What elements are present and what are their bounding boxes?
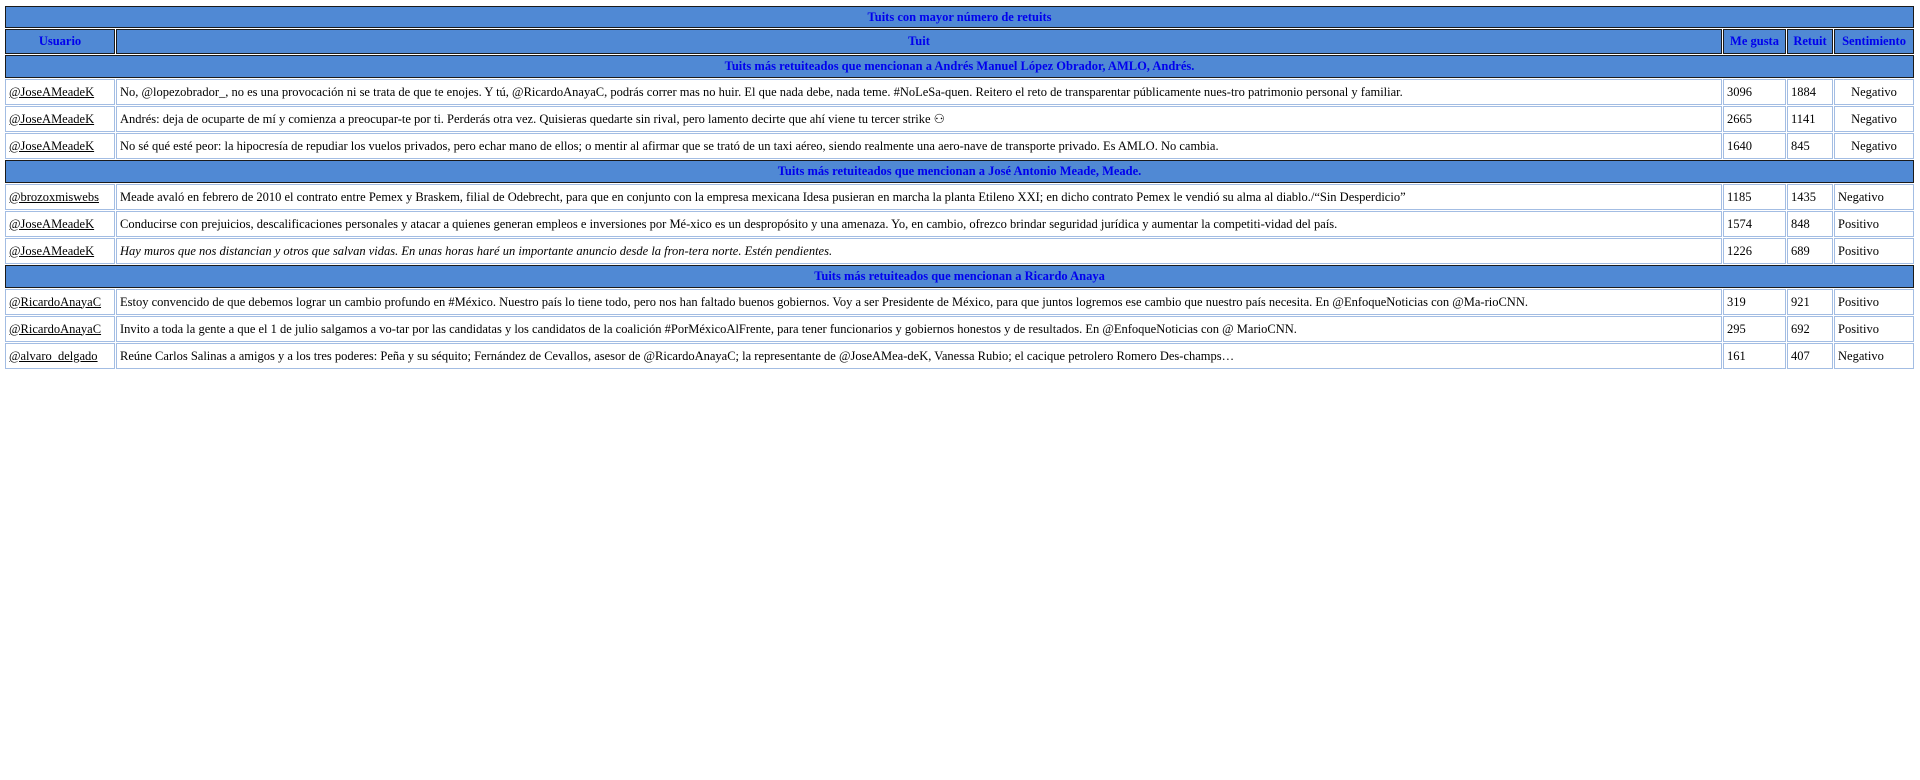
section-heading: Tuits más retuiteados que mencionan a José Antonio Meade, Meade.	[5, 160, 1914, 183]
sentiment-cell: Negativo	[1834, 79, 1914, 105]
user-handle-link[interactable]: @RicardoAnayaC	[9, 321, 102, 336]
likes-cell: 1226	[1723, 238, 1786, 264]
table-row	[5, 316, 1914, 342]
user-cell	[5, 343, 115, 369]
column-header-likes: Me gusta	[1723, 29, 1786, 54]
likes-cell: 1640	[1723, 133, 1786, 159]
user-cell	[5, 211, 115, 237]
tweet-text-cell: Reúne Carlos Salinas a amigos y a los tres poderes: Peña y su séquito; Fernández de Cevallos, asesor de @RicardoAnayaC; la representante de @JoseAMea-deK, Vanessa Rubio; el cacique petrolero Romero Des-champs…	[116, 343, 1722, 369]
likes-cell: 3096	[1723, 79, 1786, 105]
sentiment-cell: Negativo	[1834, 343, 1914, 369]
section-heading: Tuits más retuiteados que mencionan a Andrés Manuel López Obrador, AMLO, Andrés.	[5, 55, 1914, 78]
section-header-row	[5, 265, 1914, 288]
sentiment-cell: Positivo	[1834, 238, 1914, 264]
tweet-text-cell: Andrés: deja de ocuparte de mí y comienza a preocupar-te por ti. Perderás otra vez. Quisieras quedarte sin rival, pero lamento decirte que ahí viene tu tercer strike ⚇	[116, 106, 1722, 132]
section-header-row	[5, 55, 1914, 78]
user-handle-link[interactable]: @JoseAMeadeK	[9, 216, 95, 231]
sentiment-cell: Negativo	[1834, 106, 1914, 132]
likes-cell: 1574	[1723, 211, 1786, 237]
column-header-sentiment: Sentimiento	[1834, 29, 1914, 54]
tweet-text-cell: Meade avaló en febrero de 2010 el contrato entre Pemex y Braskem, filial de Odebrecht, para que en conjunto con la empresa mexicana Idesa pusieran en marcha la planta Etileno XXI; en dicho contrato Pemex le vendió su alma al diablo./“Sin Desperdicio”	[116, 184, 1722, 210]
user-cell	[5, 184, 115, 210]
user-cell	[5, 106, 115, 132]
column-header-tweet: Tuit	[116, 29, 1722, 54]
tweets-table-container	[4, 5, 1915, 370]
table-row	[5, 238, 1914, 264]
likes-cell: 2665	[1723, 106, 1786, 132]
retweets-cell: 1884	[1787, 79, 1833, 105]
user-handle-link[interactable]: @alvaro_delgado	[9, 348, 98, 363]
tweet-text-cell: Estoy convencido de que debemos lograr un cambio profundo en #México. Nuestro país lo tiene todo, pero nos han faltado buenos gobiernos. Voy a ser Presidente de México, para que juntos logremos ese cambio que nuestro país necesita. En @EnfoqueNoticias con @Ma-rioCNN.	[116, 289, 1722, 315]
table-row	[5, 211, 1914, 237]
likes-cell: 319	[1723, 289, 1786, 315]
likes-cell: 1185	[1723, 184, 1786, 210]
user-handle-link[interactable]: @JoseAMeadeK	[9, 84, 95, 99]
tweet-text-cell: No, @lopezobrador_, no es una provocación ni se trata de que te enojes. Y tú, @RicardoAnayaC, podrás correr mas no huir. El que nada debe, nada teme. #NoLeSa-quen. Reitero el reto de transparentar públicamente nues-tro patrimonio personal y familiar.	[116, 79, 1722, 105]
tweet-text-cell: Conducirse con prejuicios, descalificaciones personales y atacar a quienes generan empleos e inversiones por Mé-xico es un despropósito y una amenaza. Yo, en cambio, ofrezco brindar seguridad jurídica y aumentar la competiti-vidad del país.	[116, 211, 1722, 237]
sentiment-cell: Positivo	[1834, 211, 1914, 237]
retweets-cell: 692	[1787, 316, 1833, 342]
retweets-cell: 689	[1787, 238, 1833, 264]
table-row	[5, 289, 1914, 315]
user-handle-link[interactable]: @RicardoAnayaC	[9, 294, 102, 309]
table-row	[5, 184, 1914, 210]
retweets-cell: 845	[1787, 133, 1833, 159]
user-handle-link[interactable]: @brozoxmiswebs	[9, 189, 99, 204]
retweets-cell: 1435	[1787, 184, 1833, 210]
retweets-cell: 921	[1787, 289, 1833, 315]
user-cell	[5, 238, 115, 264]
user-cell	[5, 289, 115, 315]
table-row	[5, 106, 1914, 132]
table-row	[5, 343, 1914, 369]
sentiment-cell: Negativo	[1834, 184, 1914, 210]
likes-cell: 295	[1723, 316, 1786, 342]
sentiment-cell: Negativo	[1834, 133, 1914, 159]
tweet-text-cell: Invito a toda la gente a que el 1 de julio salgamos a vo-tar por las candidatas y los candidatos de la coalición #PorMéxicoAlFrente, para tener funcionarios y gobiernos honestos y de resultados. En @EnfoqueNoticias con @ MarioCNN.	[116, 316, 1722, 342]
user-handle-link[interactable]: @JoseAMeadeK	[9, 243, 95, 258]
retweets-cell: 407	[1787, 343, 1833, 369]
tweet-text-cell: Hay muros que nos distancian y otros que salvan vidas. En unas horas haré un importante anuncio desde la fron-tera norte. Estén pendientes.	[116, 238, 1722, 264]
user-cell	[5, 316, 115, 342]
user-handle-link[interactable]: @JoseAMeadeK	[9, 138, 95, 153]
column-header-row	[5, 29, 1914, 54]
section-header-row	[5, 160, 1914, 183]
user-handle-link[interactable]: @JoseAMeadeK	[9, 111, 95, 126]
likes-cell: 161	[1723, 343, 1786, 369]
column-header-user: Usuario	[5, 29, 115, 54]
tweet-text-cell: No sé qué esté peor: la hipocresía de repudiar los vuelos privados, pero echar mano de ellos; o mentir al afirmar que se trató de un taxi aéreo, siendo realmente una aero-nave de transporte privado. Es AMLO. No cambia.	[116, 133, 1722, 159]
table-row	[5, 79, 1914, 105]
sentiment-cell: Positivo	[1834, 289, 1914, 315]
user-cell	[5, 79, 115, 105]
title-row	[5, 6, 1914, 28]
section-heading: Tuits más retuiteados que mencionan a Ricardo Anaya	[5, 265, 1914, 288]
sentiment-cell: Positivo	[1834, 316, 1914, 342]
top-retweets-table	[4, 5, 1915, 370]
column-header-retweets: Retuit	[1787, 29, 1833, 54]
user-cell	[5, 133, 115, 159]
table-row	[5, 133, 1914, 159]
retweets-cell: 1141	[1787, 106, 1833, 132]
retweets-cell: 848	[1787, 211, 1833, 237]
table-title: Tuits con mayor número de retuits	[5, 6, 1914, 28]
